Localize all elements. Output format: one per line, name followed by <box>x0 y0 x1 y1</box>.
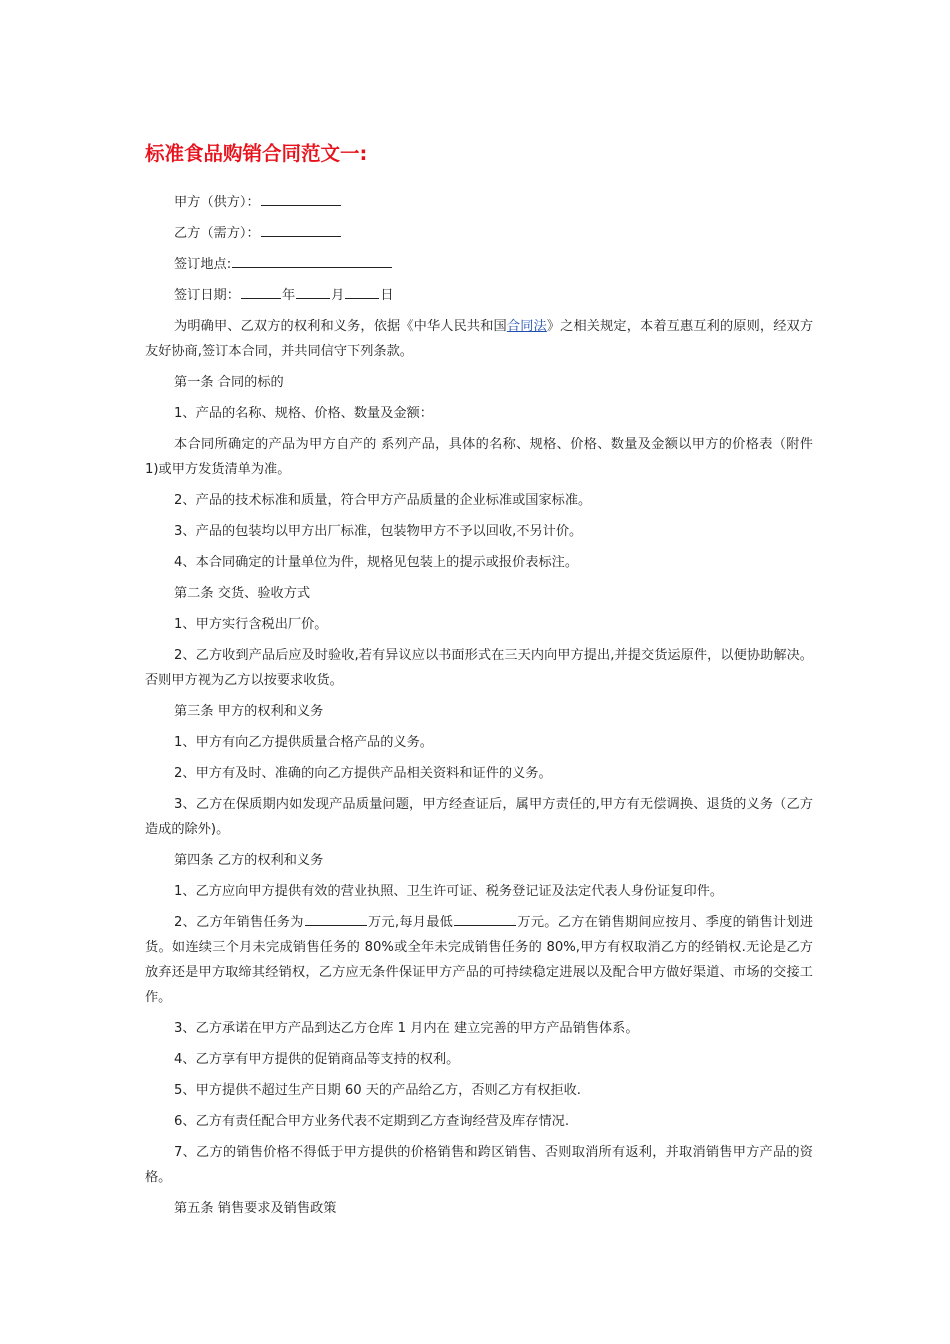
article-3-item: 1、甲方有向乙方提供质量合格产品的义务。 <box>174 735 433 750</box>
article-4-item: 3、乙方承诺在甲方产品到达乙方仓库 1 月内在 建立完善的甲方产品销售体系。 <box>174 1021 639 1036</box>
party-a-label: 甲方（供方）： <box>174 195 260 210</box>
sign-date-field <box>145 283 813 308</box>
party-a-blank <box>261 191 341 206</box>
day-blank <box>345 284 379 299</box>
article-1-item: 4、本合同确定的计量单位为件，规格见包装上的提示或报价表标注。 <box>174 555 579 570</box>
article-3-item: 2、甲方有及时、准确的向乙方提供产品相关资料和证件的义务。 <box>174 766 552 781</box>
day-label: 日 <box>380 288 394 303</box>
article-2-item: 1、甲方实行含税出厂价。 <box>174 617 328 632</box>
article-4-item: 1、乙方应向甲方提供有效的营业执照、卫生许可证、税务登记证及法定代表人身份证复印件。 <box>174 884 724 899</box>
sales-target-text-1: 2、乙方年销售任务为 <box>174 915 304 930</box>
article-1-item: 3、产品的包装均以甲方出厂标准，包装物甲方不予以回收,不另计价。 <box>174 524 583 539</box>
monthly-min-blank <box>454 911 516 926</box>
article-2-item: 2、乙方收到产品后应及时验收,若有异议应以书面形式在三天内向甲方提出,并提交货运原件，以便协助解决。否则甲方视为乙方以按要求收货。 <box>145 648 813 688</box>
sign-place-label: 签订地点: <box>174 257 232 272</box>
article-4-item: 6、乙方有责任配合甲方业务代表不定期到乙方查询经营及库存情况. <box>174 1114 570 1129</box>
article-4-item: 5、甲方提供不超过生产日期 60 天的产品给乙方，否则乙方有权拒收. <box>174 1083 581 1098</box>
party-b-blank <box>261 222 341 237</box>
document-page <box>145 140 813 1227</box>
article-3-heading: 第三条 甲方的权利和义务 <box>174 704 324 719</box>
document-title: 标准食品购销合同范文一: <box>145 142 368 165</box>
party-b-field <box>145 221 813 246</box>
intro-text-after: 》之相关规定，本着互惠互利的原则，经双方友好协商,签订本合同，并共同信守下列条款。 <box>145 319 814 359</box>
article-2-heading: 第二条 交货、验收方式 <box>174 586 311 601</box>
article-4-item-sales-target <box>145 910 813 1010</box>
article-1-heading: 第一条 合同的标的 <box>174 375 284 390</box>
article-3-item: 3、乙方在保质期内如发现产品质量问题，甲方经查证后，属甲方责任的,甲方有无偿调换、退货的义务（乙方造成的除外)。 <box>145 797 813 837</box>
month-blank <box>296 284 330 299</box>
article-4-item: 4、乙方享有甲方提供的促销商品等支持的权利。 <box>174 1052 460 1067</box>
sign-place-blank <box>232 253 392 268</box>
year-label: 年 <box>281 288 296 303</box>
month-label: 月 <box>331 288 345 303</box>
article-4-item: 7、乙方的销售价格不得低于甲方提供的价格销售和跨区销售、否则取消所有返利，并取消销售甲方产品的资格。 <box>145 1145 813 1185</box>
sales-target-text-3: 万元。乙方在销售期间应按月、季度的销售计划进货。如连续三个月未完成销售任务的 80%或全年未完成销售任务的 80%,甲方有权取消乙方的经销权.无论是乙方放弃还是甲方取缔其经销权，乙方应无条件保证甲方产品的可持续稳定进展以及配合甲方做好渠道、市场的交接工作。 <box>145 915 814 1005</box>
sign-date-label: 签订日期： <box>174 288 240 303</box>
article-5-heading: 第五条 销售要求及销售政策 <box>174 1201 337 1216</box>
intro-paragraph <box>145 314 813 364</box>
sign-place-field <box>145 252 813 277</box>
article-1-item: 本合同所确定的产品为甲方自产的 系列产品，具体的名称、规格、价格、数量及金额以甲方的价格表（附件 1)或甲方发货清单为准。 <box>145 437 813 477</box>
article-1-item: 1、产品的名称、规格、价格、数量及金额： <box>174 406 433 421</box>
contract-law-link[interactable]: 合同法 <box>506 319 547 334</box>
sales-target-text-2: 万元,每月最低 <box>367 915 454 930</box>
year-blank <box>241 284 281 299</box>
article-1-item: 2、产品的技术标准和质量，符合甲方产品质量的企业标准或国家标准。 <box>174 493 592 508</box>
article-4-heading: 第四条 乙方的权利和义务 <box>174 853 324 868</box>
annual-target-blank <box>305 911 367 926</box>
intro-text-before: 为明确甲、乙双方的权利和义务，依据《中华人民共和国 <box>174 319 507 334</box>
party-b-label: 乙方（需方）： <box>174 226 260 241</box>
party-a-field <box>145 190 813 215</box>
